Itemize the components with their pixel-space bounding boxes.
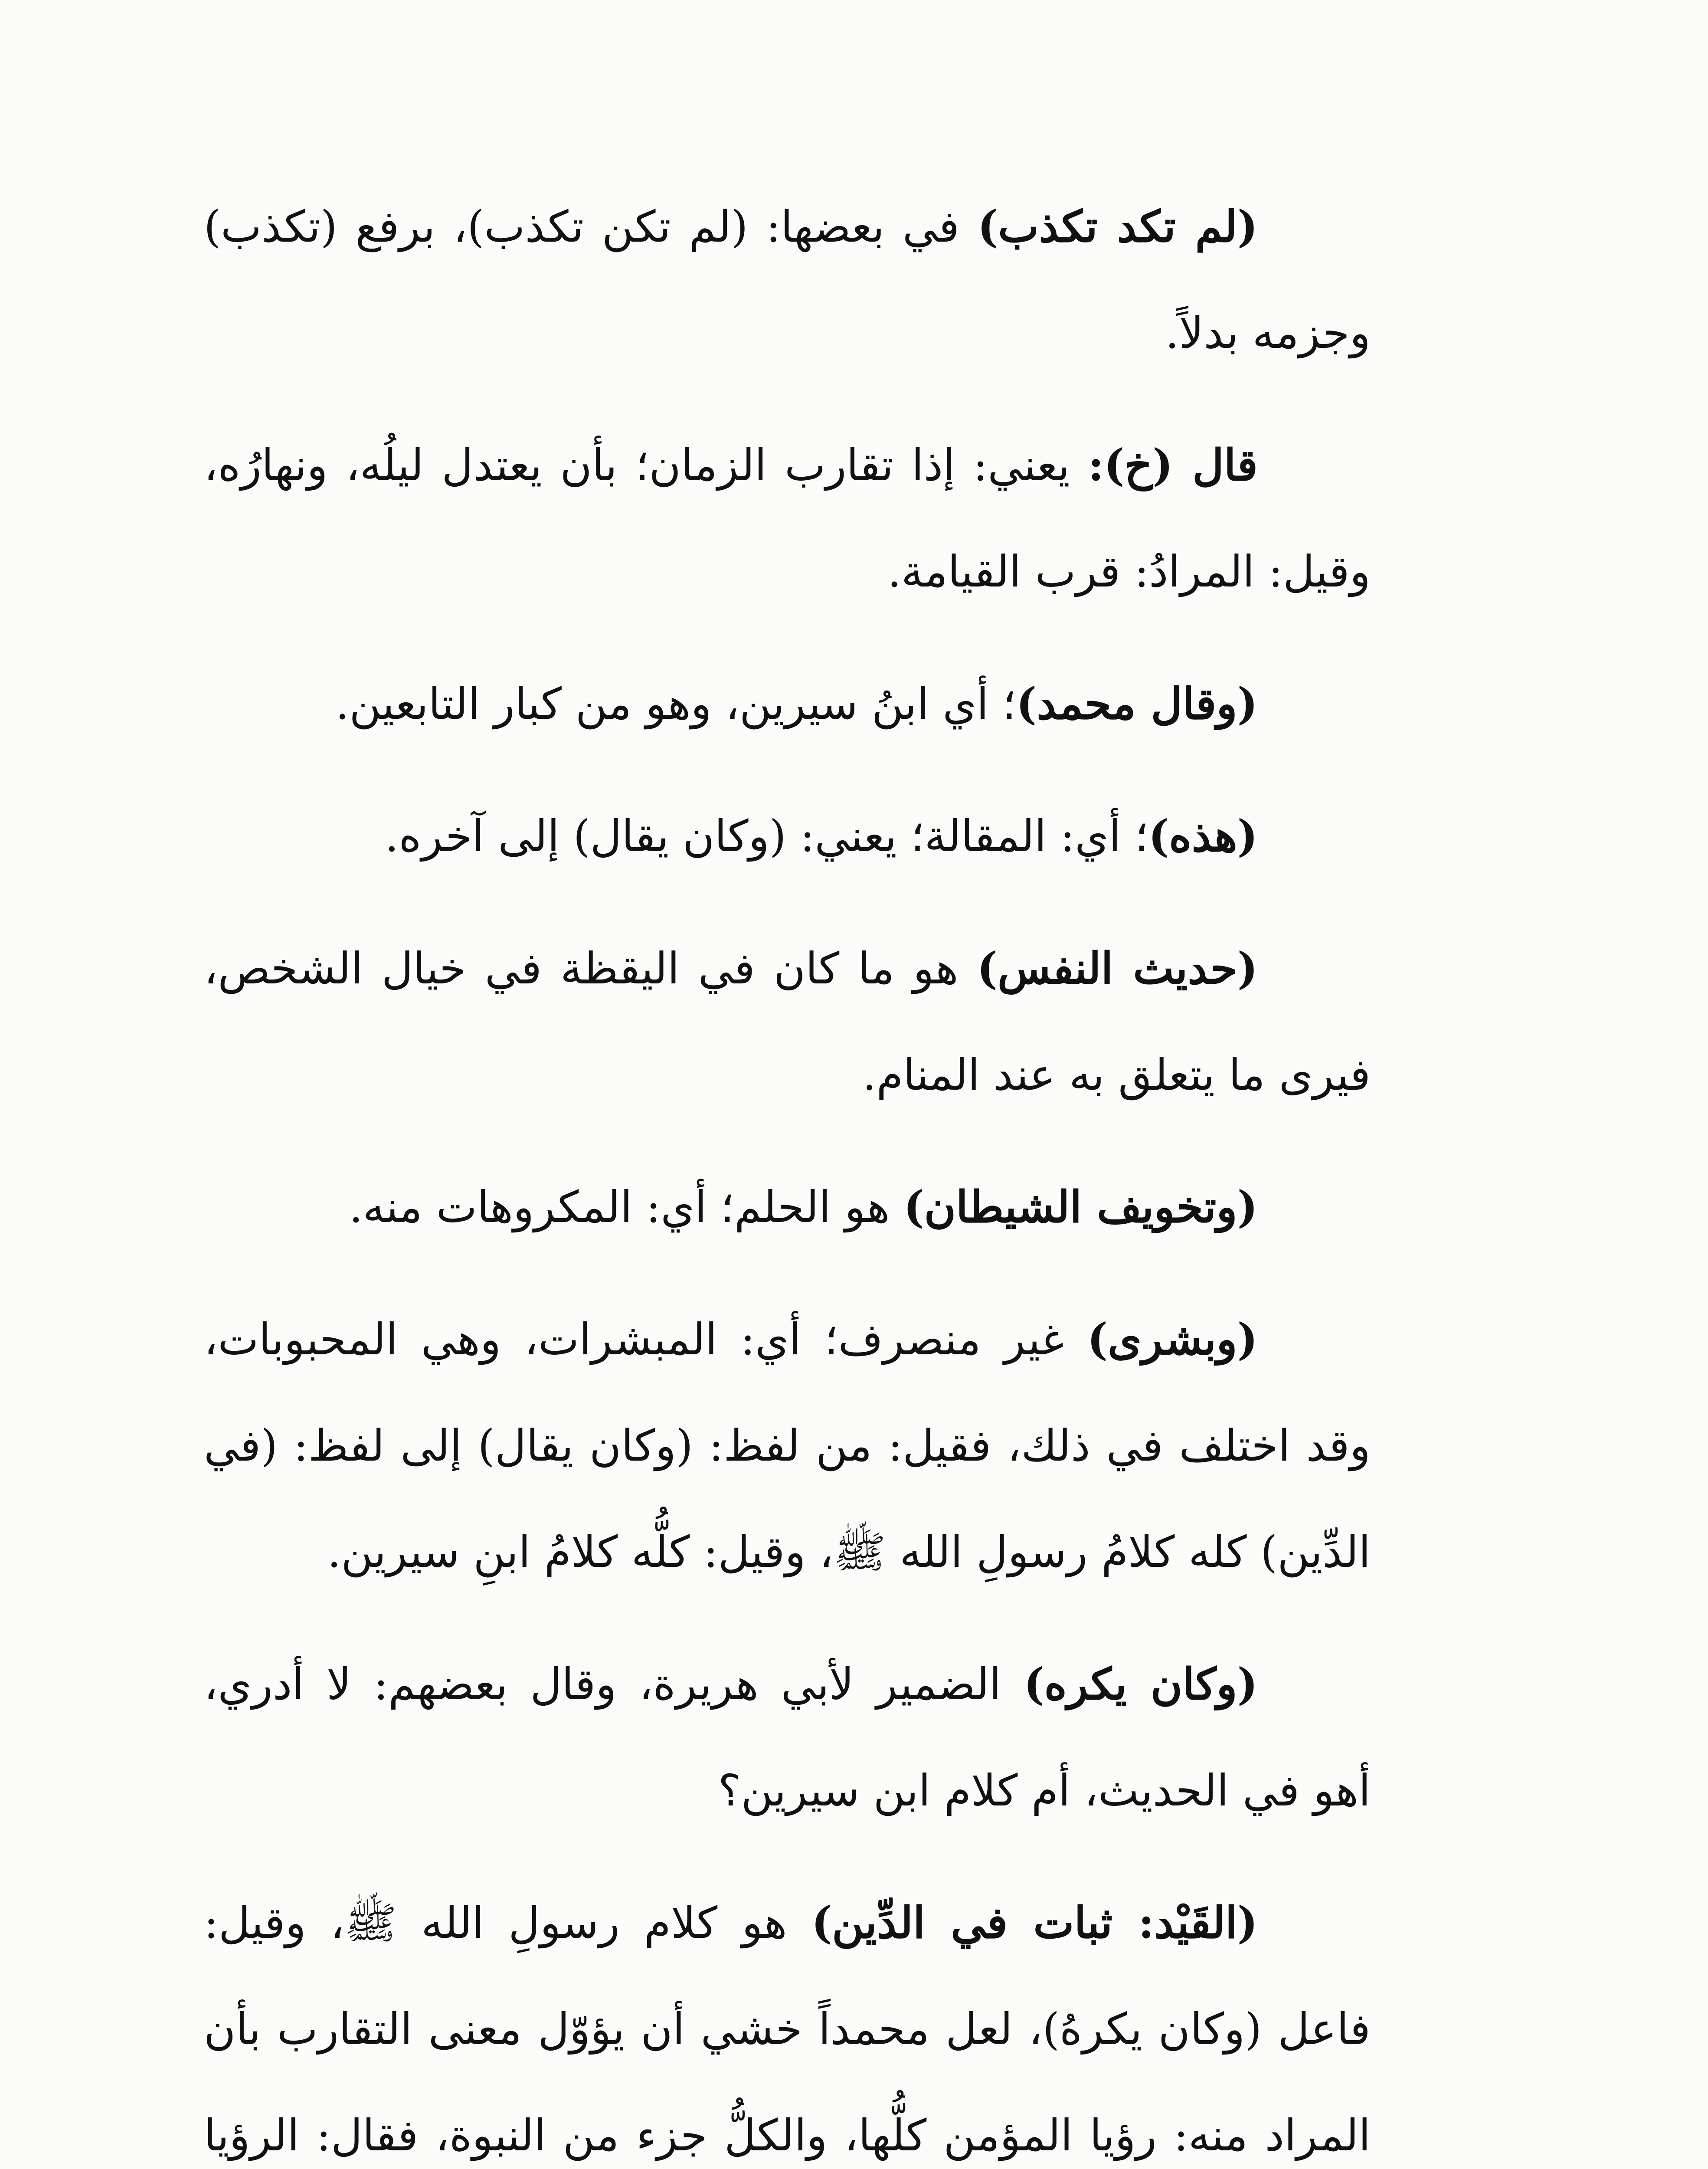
paragraph-9-text: هو كلام رسولِ الله ﷺ، وقيل: فاعل (وكان يكرهُ)، لعل محمداً خشي أن يؤوّل معنى التقارب بأن المراد منه: رؤيا المؤمن كلُّها، والكلُّ جزء من النبوة، فقال: الرؤيا bbox=[204, 1897, 1371, 2161]
page-body bbox=[204, 174, 1371, 2169]
paragraph-2 bbox=[204, 412, 1371, 625]
paragraph-3 bbox=[204, 651, 1371, 757]
paragraph-2-text: يعني: إذا تقارب الزمان؛ بأن يعتدل ليلُه، ونهارُه، وقيل: المرادُ: قرب القيامة. bbox=[204, 440, 1371, 597]
paragraph-5 bbox=[204, 915, 1371, 1128]
paragraph-6-text: هو الحلم؛ أي: المكروهات منه. bbox=[349, 1182, 904, 1232]
paragraph-6-lead: (وتخويف الشيطان) bbox=[903, 1181, 1258, 1232]
paragraph-7 bbox=[204, 1286, 1371, 1605]
paragraph-9-lead: (القَيْد: ثبات في الدِّين) bbox=[811, 1897, 1258, 1948]
paragraph-8 bbox=[204, 1631, 1371, 1844]
paragraph-3-text: ؛ أي ابنُ سيرين، وهو من كبار التابعين. bbox=[335, 678, 1016, 729]
paragraph-3-lead: (وقال محمد) bbox=[1016, 678, 1258, 729]
paragraph-1-lead: (لم تكد تكذب) bbox=[977, 201, 1258, 252]
paragraph-4 bbox=[204, 783, 1371, 889]
paragraph-5-lead: (حديث النفس) bbox=[977, 943, 1258, 994]
paragraph-4-text: ؛ أي: المقالة؛ يعني: (وكان يقال) إلى آخره. bbox=[385, 811, 1148, 862]
paragraph-8-text: الضمير لأبي هريرة، وقال بعضهم: لا أدري، أهو في الحديث، أم كلام ابن سيرين؟ bbox=[204, 1659, 1371, 1816]
paragraph-1 bbox=[204, 174, 1371, 386]
paragraph-7-text: غير منصرف؛ أي: المبشرات، وهي المحبوبات، وقد اختلف في ذلك، فقيل: من لفظ: (وكان يقال) إلى لفظ: (في الدِّين) كله كلامُ رسولِ الله ﷺ، وقيل: كلُّه كلامُ ابنِ سيرين. bbox=[204, 1314, 1371, 1577]
paragraph-2-lead: قال (خ): bbox=[1088, 439, 1258, 491]
paragraph-7-lead: (وبشرى) bbox=[1087, 1314, 1258, 1365]
paragraph-8-lead: (وكان يكره) bbox=[1024, 1658, 1258, 1710]
paragraph-4-lead: (هذه) bbox=[1148, 810, 1258, 862]
paragraph-6 bbox=[204, 1154, 1371, 1260]
paragraph-5-text: هو ما كان في اليقظة في خيال الشخص، فيرى ما يتعلق به عند المنام. bbox=[204, 943, 1371, 1100]
paragraph-9 bbox=[204, 1870, 1371, 2169]
paragraph-1-text: في بعضها: (لم تكن تكذب)، برفع (تكذب) وجزمه بدلاً. bbox=[204, 201, 1371, 358]
